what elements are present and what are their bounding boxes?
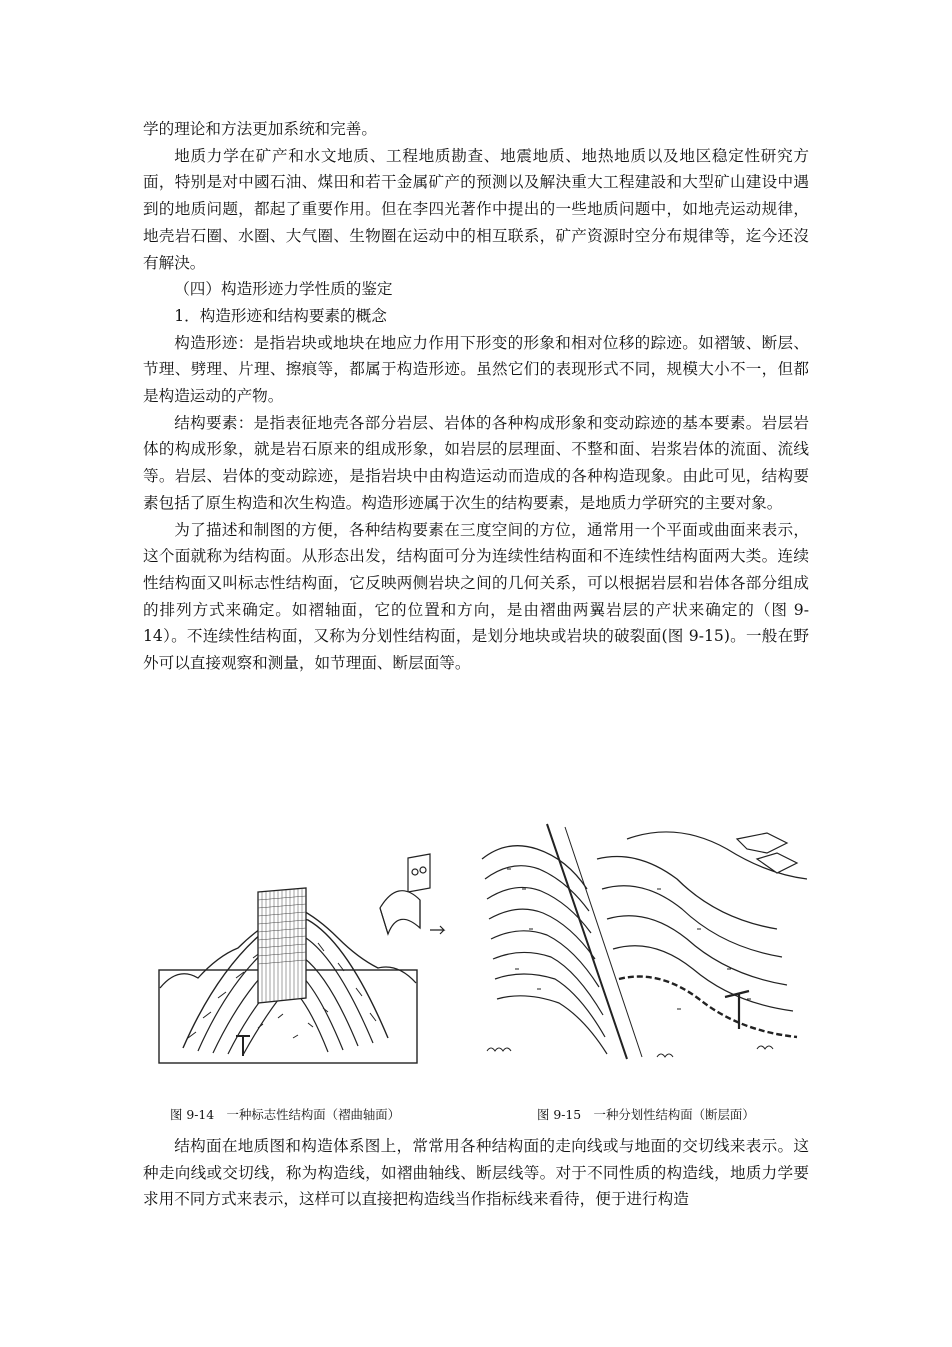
figure-caption: 图 9-15 一种分划性结构面（断层面） bbox=[537, 1107, 755, 1122]
fault-plane-sketch-icon bbox=[477, 819, 809, 1069]
anticline-axial-plane-sketch-icon bbox=[158, 848, 450, 1065]
paragraph: 学的理论和方法更加系统和完善。 bbox=[143, 120, 377, 138]
figure-9-14 bbox=[158, 848, 450, 1065]
section-heading: （四）构造形迹力学性质的鉴定 bbox=[174, 280, 393, 299]
body-text-lower bbox=[143, 1133, 809, 1213]
paragraph: 为了描述和制图的方便，各种结构要素在三度空间的方位，通常用一个平面或曲面来表示，这个面就称为结构面。从形态出发，结构面可分为连续性结构面和不连续性结构面两大类。连续性结构面又叫标志性结构面，它反映两侧岩块之间的几何关系，可以根据岩层和岩体各部分组成的排列方式来确定。如褶轴面，它的位置和方向，是由褶曲两翼岩层的产状来确定的（图 9-14）。不连续性结构面，又称为分划性结构面，是划分地块或岩块的破裂面(图 9-15)。一般在野外可以直接观察和测量，如节理面、断层面等。 bbox=[143, 520, 809, 673]
paragraph: 结构面在地质图和构造体系图上，常常用各种结构面的走向线或与地面的交切线来表示。这种走向线或交切线，称为构造线，如褶曲轴线、断层线等。对于不同性质的构造线，地质力学要求用不同方式来表示，这样可以直接把构造线当作指标线来看待，便于进行构造 bbox=[143, 1137, 809, 1209]
body-text-upper bbox=[143, 116, 809, 677]
paragraph: 地质力学在矿产和水文地质、工程地质勘查、地震地质、地热地质以及地区稳定性研究方面，特别是对中國石油、煤田和若干金属矿产的预测以及解決重大工程建設和大型矿山建设中遇到的地质问题，都起了重要作用。但在李四光著作中提出的一些地质问题中，如地壳运动规律，地壳岩石圈、水圈、大气圈、生物圈在运动中的相互联系，矿产资源时空分布規律等，迄今还沒有解決。 bbox=[143, 146, 809, 272]
subsection-heading: 1．构造形迹和结构要素的概念 bbox=[174, 306, 387, 325]
figure-9-15 bbox=[477, 819, 809, 1069]
paragraph: 结构要素：是指表征地壳各部分岩层、岩体的各种构成形象和变动踪迹的基本要素。岩层岩体的构成形象，就是岩石原来的组成形象，如岩层的层理面、不整和面、岩浆岩体的流面、流线等。岩层、岩体的变动踪迹，是指岩块中由构造运动而造成的各种构造现象。由此可见，结构要素包括了原生构造和次生构造。构造形迹属于次生的结构要素，是地质力学研究的主要对象。 bbox=[143, 413, 809, 512]
figure-caption: 图 9-14 一种标志性结构面（褶曲轴面） bbox=[170, 1107, 401, 1122]
paragraph: 构造形迹：是指岩块或地块在地应力作用下形变的形象和相对位移的踪迹。如褶皱、断层、节理、劈理、片理、擦痕等，都属于构造形迹。虽然它们的表现形式不同，规模大小不一，但都是构造运动的产物。 bbox=[143, 333, 809, 406]
